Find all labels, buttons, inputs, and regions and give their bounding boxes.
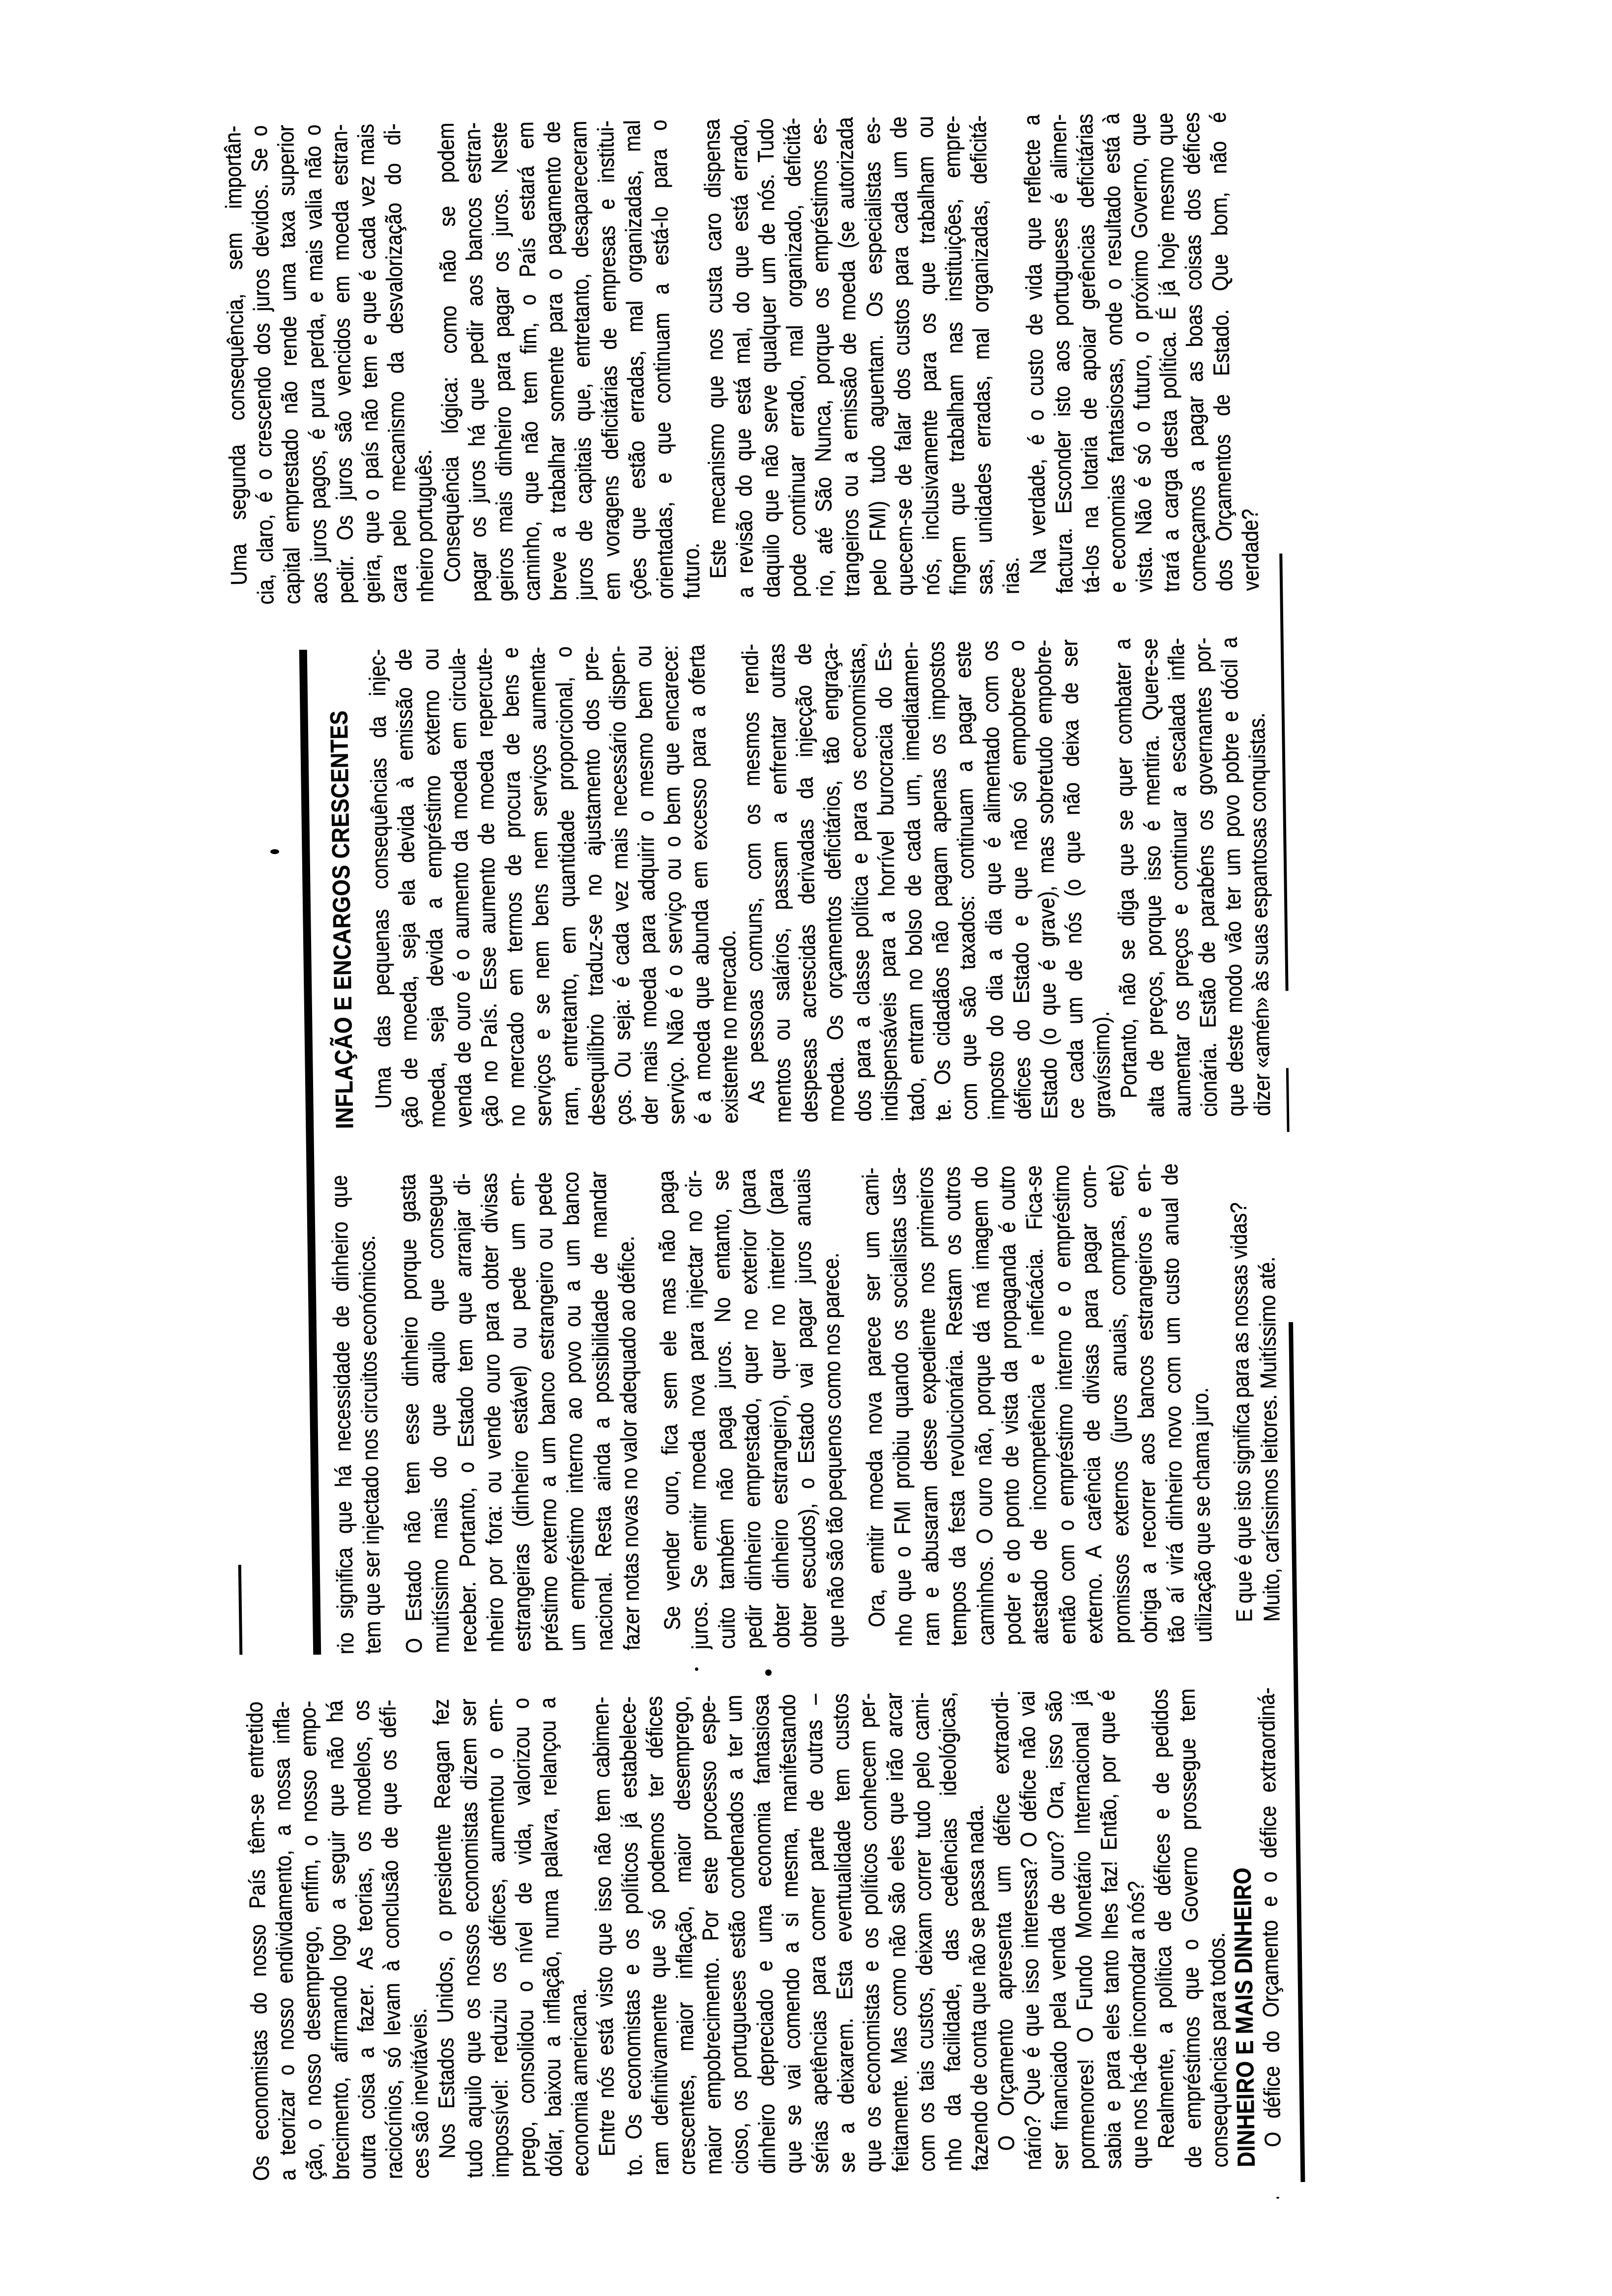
text-line: raciocínios, só levam à conclusão de que os défi- bbox=[374, 1699, 407, 2180]
paragraph-start-line: Uma segunda consequência, sem importân- bbox=[219, 125, 252, 586]
text-line: juros. Se emitir moeda nova para injectar no cir- bbox=[680, 1170, 713, 1650]
text-line: sérias apetências para comer parte de outras – bbox=[801, 1693, 834, 2174]
text-line: Os economistas do nosso País têm-se entretido bbox=[241, 1701, 274, 2181]
text-line: nário? Que é que isso interessa? O défice não vai bbox=[1013, 1691, 1046, 2171]
text-line: que se vai comendo a si mesma, manifestando bbox=[774, 1694, 806, 2174]
text-line: em voragens deficitárias de empresas e institui- bbox=[592, 120, 625, 600]
text-line: nho da facilidade, das cedências ideológicas, bbox=[934, 1692, 966, 2172]
text-line: te. Os cidadãos não pagam apenas os impostos bbox=[923, 641, 956, 1121]
text-line: se a deixarem. Esta eventualidade tem custos bbox=[827, 1693, 860, 2173]
text-line: que os economistas e os políticos conhecem per- bbox=[854, 1693, 887, 2173]
paragraph-start-line: E que é que isto significa para as nossas vidas? bbox=[1225, 1202, 1257, 1622]
text-line: utilização que se chama juro. bbox=[1187, 1387, 1216, 1643]
text-line: crescentes, maior inflação, maior desemprego, bbox=[667, 1695, 700, 2175]
text-line: défices do Estado e que não só empobrece o bbox=[1003, 640, 1036, 1120]
paragraph-start-line: O défice do Orçamento e o défice extraordiná- bbox=[1253, 1687, 1286, 2148]
text-line: tem que ser injectado nos circuitos económicos. bbox=[354, 1235, 386, 1654]
text-line: tudo aquilo que os nossos economistas dizem ser bbox=[455, 1698, 487, 2178]
text-line: cia, claro, é o crescendo dos juros devidos. Se o bbox=[246, 125, 279, 605]
paragraph-start-line: Este mecanismo que nos custa caro dispensa bbox=[699, 118, 731, 579]
text-line: economia americana. bbox=[565, 1988, 594, 2177]
text-line: rias. bbox=[998, 557, 1024, 595]
text-line: tado, entram no bolso de cada um, imediatamen- bbox=[896, 641, 929, 1121]
text-line: consequências para todos. bbox=[1204, 1932, 1233, 2168]
text-line: pelo FMI) tudo aguentam. Os especialistas es- bbox=[859, 116, 891, 597]
text-line: desequilíbrio traduz-se no ajustamento dos pre- bbox=[577, 646, 610, 1126]
text-line: der mais moeda para adquirir o mesmo bem ou bbox=[630, 645, 663, 1125]
text-line: estrangeiras (dinheiro estável) ou pede um em- bbox=[503, 1172, 536, 1652]
text-line: a revisão do que está mal, do que está errado, bbox=[725, 118, 758, 598]
text-line: poder e do ponto de vista da propaganda é outro bbox=[993, 1165, 1026, 1645]
text-line: obter dinheiro estrangeiro), quer no interior (para bbox=[762, 1169, 795, 1649]
text-line: fingem que trabalham nas instituições, empre- bbox=[938, 115, 971, 595]
bottom-rule bbox=[1289, 1322, 1305, 2182]
text-line: moeda, seja devida a empréstimo externo ou bbox=[417, 648, 450, 1128]
text-line: caminho, que não tem fim, o País estará em bbox=[512, 121, 545, 602]
text-line: a teorizar o nosso endividamento, a nossa infla- bbox=[268, 1701, 301, 2181]
text-line: nheiro português. bbox=[410, 449, 438, 603]
text-line: ção de moeda, seja ela devida à emissão de bbox=[391, 648, 423, 1128]
text-line: dólar, baixou a inflação, numa palavra, relançou a bbox=[534, 1697, 567, 2177]
text-line: nacional. Resta ainda a possibilidade de mandar bbox=[585, 1171, 617, 1651]
header-rule-fragment bbox=[238, 1565, 243, 1655]
text-line: então com o empréstimo interno e o empréstimo bbox=[1048, 1165, 1080, 1645]
text-line: feitamente. Mas como não são eles que irão arcar bbox=[880, 1692, 913, 2172]
text-line: aumentar os preços e continuar a escalada infla- bbox=[1163, 637, 1196, 1118]
text-line: outra coisa a fazer. As teorias, os modelos, os bbox=[348, 1700, 380, 2180]
text-line: e economias fantasiosas, onde o resultado está à bbox=[1098, 113, 1131, 593]
text-line: existente no mercado. bbox=[714, 930, 743, 1124]
paragraph-start-line: O Orçamento apresenta um défice extraordi- bbox=[987, 1691, 1019, 2151]
top-thick-rule bbox=[299, 650, 321, 1655]
text-line: dizer «amén» às suas espantosas conquistas. bbox=[1244, 712, 1275, 1117]
text-line: cioso, os portugueses estão condenados a ter um bbox=[720, 1694, 753, 2175]
text-line: ções que estão erradas, mal organizadas, mal bbox=[619, 120, 652, 600]
text-line: rio significa que há necessidade de dinheiro que bbox=[326, 1175, 359, 1655]
text-line: externo. A carência de divisas para pagar com- bbox=[1075, 1164, 1108, 1644]
text-line: geira, que o país não tem e que é cada vez mais bbox=[352, 123, 385, 603]
text-line: despesas acrescidas derivadas da injecção de bbox=[790, 643, 823, 1123]
text-line: serviços e se nem bens nem serviços aumenta- bbox=[524, 646, 556, 1126]
text-line: dinheiro depreciado e uma economia fantasiosa bbox=[748, 1694, 780, 2174]
text-line: pedir. Os juros são vencidos em moeda estran- bbox=[326, 124, 359, 604]
paragraph-start-line: Muito, caríssimos leitores. Muitíssimo até. bbox=[1253, 1256, 1285, 1622]
text-line: é a moeda que abunda em excesso para a oferta bbox=[684, 644, 716, 1124]
text-line: factura. Esconder isto aos portugueses é alimen- bbox=[1045, 114, 1078, 594]
paragraph-start-line: As pessoas comuns, com os mesmos rendi- bbox=[737, 643, 769, 1104]
article-column-2 bbox=[326, 1162, 1286, 1654]
paragraph-start-line: Nos Estados Unidos, o presidente Reagan fez bbox=[428, 1698, 460, 2159]
paragraph-start-line: O Estado não tem esse dinheiro porque gasta bbox=[394, 1174, 427, 1654]
text-line: tão aí virá dinheiro novo com um custo anual de bbox=[1156, 1163, 1189, 1643]
paragraph-start-line: Se vender ouro, fica sem ele mas não paga bbox=[653, 1170, 685, 1631]
text-line: capital emprestado não rende uma taxa superior bbox=[273, 124, 305, 604]
text-line: um empréstimo interno ao povo ou a um banco bbox=[557, 1172, 590, 1651]
text-line: cionária. Estão de parabéns os governantes por- bbox=[1189, 637, 1222, 1117]
text-line: mentos ou salários, passam a enfrentar outras bbox=[763, 643, 796, 1123]
text-line: to. Os economistas e os políticos já estabelece- bbox=[614, 1696, 647, 2176]
text-line: com os tais custos, deixam correr tudo pelo cami- bbox=[907, 1692, 940, 2172]
text-line: cara pelo mecanismo da desvalorização do di- bbox=[379, 123, 412, 603]
text-line: começamos a pagar as boas coisas dos défices bbox=[1178, 112, 1211, 592]
text-line: gravíssimo). bbox=[1088, 1011, 1116, 1119]
text-line: serviço. Não é o serviço ou o bem que encarece: bbox=[657, 645, 690, 1125]
text-line: que não são tão pequenos como nos parece. bbox=[817, 1252, 849, 1648]
text-line: nho que o FMI proibiu quando os socialistas usa- bbox=[884, 1167, 917, 1647]
text-line: no mercado em termos de procura de bens e bbox=[497, 647, 530, 1127]
text-line: nós, inclusivamente para os que trabalham ou bbox=[912, 115, 945, 596]
text-line: venda de ouro é o aumento da moeda em circula- bbox=[444, 648, 477, 1128]
text-line: brecimento, afirmando logo a seguir que não há bbox=[321, 1700, 354, 2180]
text-line: fazendo de conta que não se passa nada. bbox=[962, 1804, 993, 2171]
paragraph-start-line: Uma das pequenas consequências da injec- bbox=[364, 649, 396, 1109]
text-line: alta de preços, porque isso é mentira. Quere-se bbox=[1136, 638, 1169, 1118]
paragraph-start-line: Na verdade, é o custo de vida que reflecte a bbox=[1018, 114, 1051, 574]
text-line: trangeiros ou a emissão de moeda (se autorizada bbox=[832, 117, 864, 597]
text-line: verdade? bbox=[1237, 509, 1264, 591]
text-line: préstimo externo a um banco estrangeiro ou pede bbox=[530, 1172, 563, 1652]
text-line: ção no País. Esse aumento de moeda repercute- bbox=[470, 647, 503, 1127]
text-line: caminhos. O ouro não, porque dá má imagem do bbox=[966, 1166, 999, 1646]
text-line: obter escudos), o Estado vai pagar juros anuais bbox=[789, 1168, 822, 1648]
bottom-rule bbox=[1279, 553, 1288, 991]
text-line: com que são taxados: continuam a pagar este bbox=[950, 640, 982, 1120]
text-line: geiros mais dinheiro para pagar os juros. Neste bbox=[486, 121, 518, 602]
text-line: trará a carga desta política. É já hoje mesmo que bbox=[1151, 112, 1184, 592]
text-line: pedir dinheiro emprestado, quer no exterior (para bbox=[735, 1169, 767, 1649]
text-line: maior empobrecimento. Por este processo espe- bbox=[694, 1695, 727, 2175]
text-line: ção, o nosso desemprego, enfim, o nosso empo- bbox=[294, 1700, 327, 2181]
text-line: indispensáveis para a horrível burocracia do Es- bbox=[870, 642, 903, 1121]
text-line: ram, entretanto, em quantidade proporcional, o bbox=[550, 646, 583, 1126]
text-line: nheiro por fora: ou vende ouro para obter divisas bbox=[476, 1173, 509, 1653]
text-line: promissos externos (juros anuais, compras, etc) bbox=[1102, 1164, 1135, 1644]
text-line: de empréstimos que o Governo prossegue tem bbox=[1173, 1688, 1206, 2168]
text-line: dos para a classe política e para os economistas, bbox=[843, 642, 876, 1122]
text-line: vista. Não é só o futuro, o próximo Governo, que bbox=[1125, 113, 1157, 593]
section-heading: DINHEIRO E MAIS DINHEIRO bbox=[1228, 1867, 1260, 2168]
text-line: pagar os juros há que pedir aos bancos estran- bbox=[459, 122, 492, 602]
paragraph-start-line: Portanto, não se diga que se quer combater a bbox=[1110, 638, 1142, 1099]
text-line: que deste modo vão ter um povo pobre e dócil a bbox=[1216, 637, 1249, 1117]
text-line: juros de capitais que, entretanto, desapareceram bbox=[566, 120, 598, 601]
section-heading: INFLAÇÃO E ENCARGOS CRESCENTES bbox=[325, 710, 359, 1129]
text-line: ser financiado pela venda de ouro? Ora, isso são bbox=[1040, 1690, 1073, 2170]
paragraph-start-line: Entre nós está visto que isso não tem cabimen- bbox=[587, 1696, 620, 2157]
article-column-3 bbox=[325, 636, 1276, 1129]
text-line: aos juros pagos, é pura perda, e mais valia não o bbox=[299, 124, 332, 604]
text-line: receber. Portanto, o Estado tem que arranjar di- bbox=[449, 1173, 481, 1653]
text-line: ram definitivamente que só podemos ter défices bbox=[641, 1695, 673, 2176]
text-line: sas, unidades erradas, mal organizadas, deficitá- bbox=[965, 115, 998, 595]
scan-speck bbox=[270, 849, 279, 854]
text-line: impossível: reduziu os défices, aumentou o em- bbox=[481, 1698, 514, 2178]
text-line: sabia e para eles tanto lhes faz! Então, por que é bbox=[1094, 1689, 1126, 2169]
text-line: prego, consolidou o nível de vida, valorizou o bbox=[508, 1697, 541, 2178]
text-line: pormenores! O Fundo Monetário Internacional já bbox=[1067, 1690, 1099, 2170]
text-line: pode continuar errado, mal organizado, deficitá- bbox=[778, 117, 811, 598]
article-column-4 bbox=[219, 112, 1265, 605]
text-line: ços. Ou seja: é cada vez mais necessário dispen- bbox=[604, 645, 636, 1125]
text-line: imposto do dia a dia que é alimentado com os bbox=[977, 640, 1009, 1120]
text-line: Estado (o que é grave), mas sobretudo empobre- bbox=[1030, 639, 1063, 1119]
text-line: quecem-se de falar dos custos para cada um de bbox=[885, 116, 918, 596]
text-line: atestado de incompetência e ineficácia. Fica-se bbox=[1020, 1165, 1053, 1645]
text-line: cuito também não paga juros. No entanto, se bbox=[707, 1169, 740, 1649]
text-line: fazer notas novas no valor adequado ao défice. bbox=[613, 1235, 645, 1651]
bottom-rule-fragment bbox=[1286, 1068, 1290, 1132]
text-line: breve a trabalhar somente para o pagamento de bbox=[539, 121, 572, 601]
paragraph-start-line: Realmente, a política de défices e de pedidos bbox=[1147, 1689, 1179, 2149]
text-line: ce cada um de nós (o que não deixa de ser bbox=[1056, 639, 1089, 1119]
text-line: moeda. Os orçamentos deficitários, tão engraça- bbox=[817, 642, 849, 1122]
text-line: rio, até São Nunca, porque os empréstimos es- bbox=[805, 117, 838, 597]
text-line: daquilo que não serve qualquer um de nós. Tudo bbox=[752, 118, 785, 598]
text-line: orientadas, e que continuam a está-lo para o bbox=[645, 119, 678, 600]
text-line: tá-los na lotaria de apoiar gerências deficitárias bbox=[1071, 114, 1104, 594]
scan-speck bbox=[695, 1667, 698, 1671]
scan-speck bbox=[1276, 2197, 1279, 2199]
paragraph-start-line: Consequência lógica: como não se podem bbox=[432, 122, 465, 583]
text-line: obriga a recorrer aos bancos estrangeiros e en- bbox=[1129, 1163, 1162, 1643]
paragraph-start-line: Ora, emitir moeda nova parece ser um cami- bbox=[857, 1167, 890, 1628]
text-line: futuro. bbox=[678, 543, 705, 599]
text-line: dos Orçamentos de Estado. Que bom, não é bbox=[1205, 112, 1238, 592]
scan-speck bbox=[765, 1669, 772, 1676]
article-column-1 bbox=[241, 1687, 1287, 2181]
text-line: ces são inevitáveis. bbox=[405, 2008, 434, 2179]
text-line: muitíssimo mais do que aquilo que consegue bbox=[421, 1173, 454, 1653]
text-line: que nos há-de incomodar a nós? bbox=[1123, 1881, 1153, 2169]
text-line: ram e abusaram desse expediente nos primeiros bbox=[912, 1167, 944, 1646]
text-line: tempos da festa revolucionária. Restam os outros bbox=[939, 1166, 972, 1646]
